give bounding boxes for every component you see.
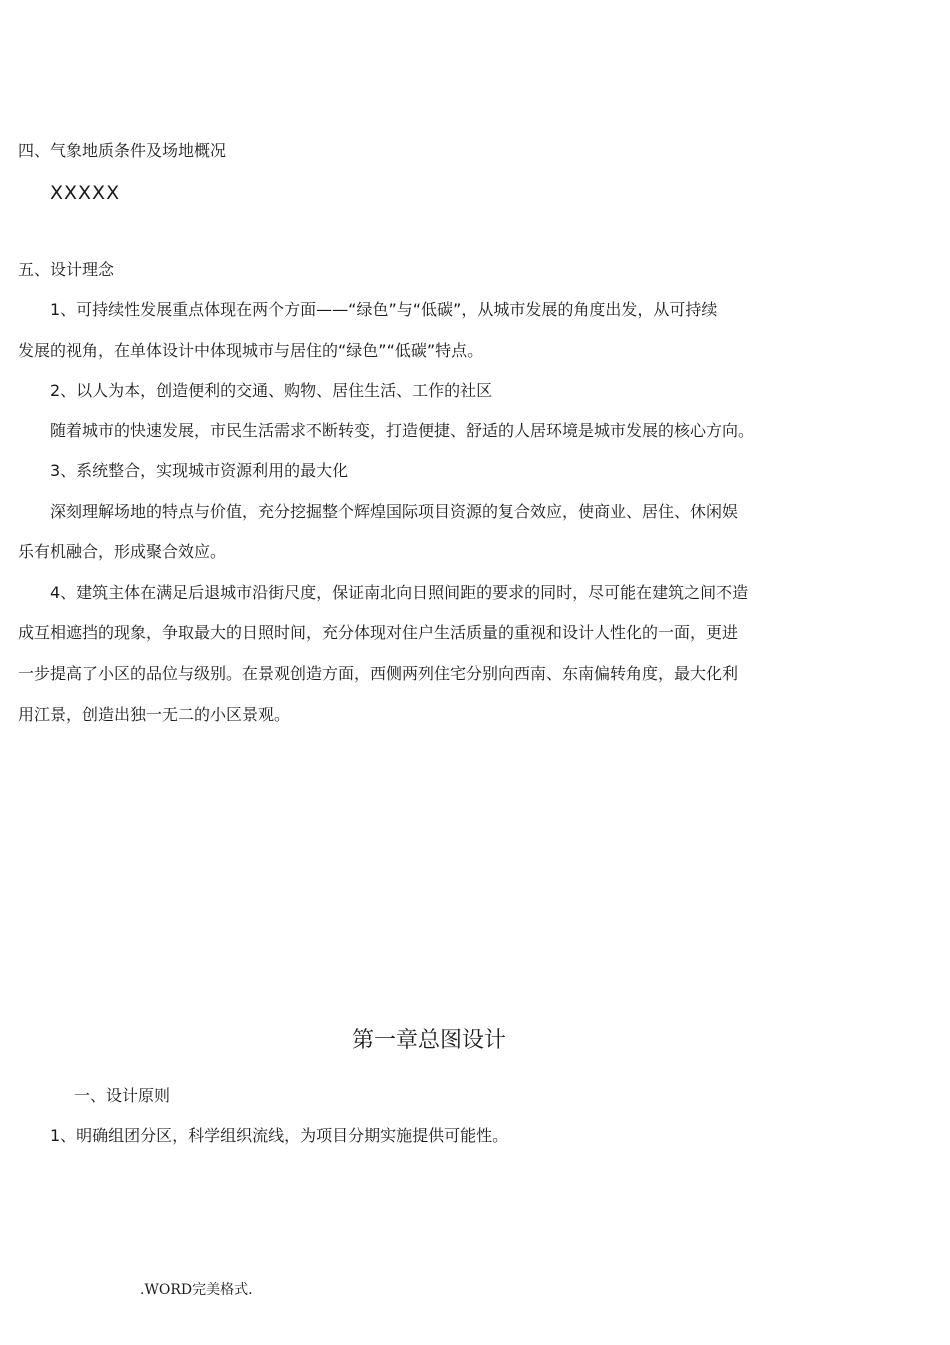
paragraph-4-line-4: 用江景，创造出独一无二的小区景观。 bbox=[18, 705, 291, 724]
chapter-title: 第一章总图设计 bbox=[351, 1028, 506, 1053]
paragraph-4-line-1: 4、建筑主体在满足后退城市沿街尺度，保证南北向日照间距的要求的同时，尽可能在建筑之间不造 bbox=[50, 583, 749, 602]
paragraph-2-title: 2、以人为本，创造便利的交通、购物、居住生活、工作的社区 bbox=[50, 381, 493, 400]
paragraph-4-line-2: 成互相遮挡的现象，争取最大的日照时间，充分体现对住户生活质量的重视和设计人性化的一面，更进 bbox=[18, 623, 739, 642]
paragraph-4-line-3: 一步提高了小区的品位与级别。在景观创造方面，西侧两列住宅分别向西南、东南偏转角度，最大化利 bbox=[18, 664, 739, 683]
chapter-sub-heading: 一、设计原则 bbox=[74, 1086, 171, 1105]
paragraph-1-line-1: 1、可持续性发展重点体现在两个方面——“绿色”与“低碳”，从城市发展的角度出发，从可持续 bbox=[50, 300, 718, 319]
chapter-item-1: 1、明确组团分区，科学组织流线，为项目分期实施提供可能性。 bbox=[50, 1126, 509, 1145]
section-5-heading: 五、设计理念 bbox=[18, 260, 115, 279]
paragraph-3-title: 3、系统整合，实现城市资源利用的最大化 bbox=[50, 461, 349, 480]
section-4-heading: 四、气象地质条件及场地概况 bbox=[18, 141, 227, 160]
paragraph-2-body: 随着城市的快速发展，市民生活需求不断转变，打造便捷、舒适的人居环境是城市发展的核心方向。 bbox=[50, 421, 755, 440]
page-footer: .WORD完美格式. bbox=[140, 1282, 253, 1298]
paragraph-3-body-line-2: 乐有机融合，形成聚合效应。 bbox=[18, 542, 227, 561]
paragraph-3-body-line-1: 深刻理解场地的特点与价值，充分挖掘整个辉煌国际项目资源的复合效应，使商业、居住、休闲娱 bbox=[50, 502, 739, 521]
paragraph-1-line-2: 发展的视角，在单体设计中体现城市与居住的“绿色”“低碳”特点。 bbox=[18, 341, 484, 360]
section-4-placeholder: XXXXX bbox=[50, 182, 121, 204]
